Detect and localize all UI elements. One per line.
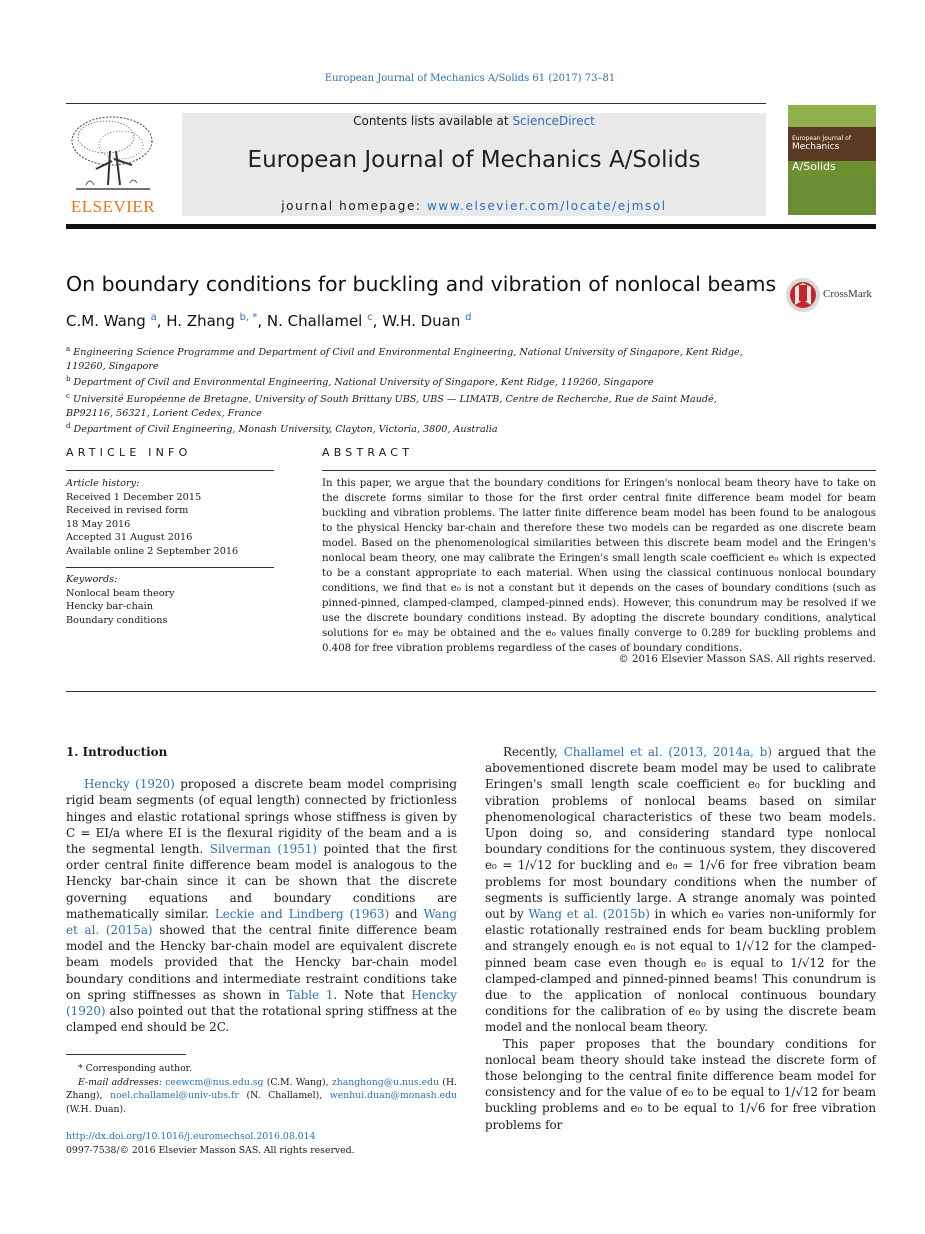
header-thick-rule (66, 224, 876, 229)
affiliation-text: Department of Civil and Environmental Engineering, National University of Singapore, Kent Ridge, 119260, Singapore (73, 377, 654, 389)
affiliation-text: Engineering Science Programme and Department of Civil and Environmental Engineering, National University of Singapore, Kent Ridge, 119260, Singapore (66, 347, 743, 372)
keyword: Hencky bar-chain (66, 601, 153, 612)
author-name[interactable]: W.H. Duan (382, 312, 461, 330)
citation-link[interactable]: Hencky (1920) (66, 987, 457, 1019)
abstract-end-rule (66, 691, 876, 692)
contents-prefix: Contents lists available at (353, 114, 513, 128)
affiliation (66, 420, 766, 437)
paragraph (66, 776, 457, 1035)
history-item: Received 1 December 2015 (66, 491, 202, 503)
text-run: argued that the abovementioned discrete beam model may be used to calibrate Eringen's small length scale coefficient e₀ for buckling and vibration problems of nonlocal beams based on similar phenomenological characteristics of these two beam models. Upon doing so, and considering standard type nonlocal boundary conditions for the continuous system, they discovered e₀ = 1/√12 for buckling and e₀ = 1/√6 for free vibration beam problems for most boundary conditions when the number of segments is sufficiently large. A strange anomaly was pointed out by (485, 745, 877, 922)
cover-line3: A/Solids (792, 160, 836, 173)
citation-link[interactable]: Table 1 (286, 987, 334, 1002)
homepage-line (182, 199, 766, 213)
author-affil-sup[interactable]: b, * (239, 312, 258, 323)
author-name[interactable]: H. Zhang (166, 312, 235, 330)
author-affil-sup[interactable]: d (465, 312, 472, 323)
body-column-left (66, 744, 457, 1035)
text-run: in which e₀ varies non-uniformly for elastic rotationally restrained ends for beam buckling problem and strangely enough e₀ is not equal to 1/√12 for the clamped-pinned beam case even though e₀ is equal to 1/√12 for the clamped-clamped and pinned-pinned beams! This conundrum is due to the application of nonlocal continuous boundary conditions for the calibration of e₀ by using the discrete beam model and the nonlocal beam theory. (485, 907, 877, 1035)
history-item: 18 May 2016 (66, 518, 131, 530)
author-name[interactable]: C.M. Wang (66, 312, 146, 330)
article-title: On boundary conditions for buckling and vibration of nonlocal beams (66, 272, 777, 296)
article-history (66, 477, 276, 558)
text-run: and (389, 906, 424, 921)
abstract-rule (322, 470, 876, 471)
elsevier-logo (66, 111, 160, 217)
article-info-rule (66, 470, 274, 471)
email-owner: (H. Zhang), (66, 1076, 458, 1101)
text-run: showed that the central finite difference beam model and the Hencky bar-chain model are equivalent discrete beam models provided that the Hencky bar-chain model boundary conditions and intermediate restraint conditions take on spring stiffnesses as shown in (66, 923, 457, 1002)
keyword: Nonlocal beam theory (66, 587, 175, 599)
email-owner: (N. Challamel), (238, 1090, 330, 1101)
journal-banner (182, 113, 766, 216)
text-run: . Note that (333, 987, 412, 1002)
cover-line1: European Journal of (792, 135, 851, 142)
email-link[interactable]: wenhui.duan@monash.edu (329, 1090, 458, 1101)
email-label: E-mail addresses: (78, 1076, 166, 1088)
abstract-heading: ABSTRACT (322, 446, 414, 459)
keywords (66, 573, 276, 627)
history-item: Accepted 31 August 2016 (66, 532, 193, 543)
citation-link[interactable]: Leckie and Lindberg (1963) (214, 906, 390, 921)
keywords-label: Keywords: (66, 574, 118, 585)
contents-line (182, 114, 766, 128)
corresponding-note: * Corresponding author. (78, 1063, 193, 1074)
paragraph: This paper proposes that the boundary conditions for nonlocal beam theory should take instead the discrete form of those belonging to the central finite difference beam model for consistency and for the value of e₀ to be equal to 1/√12 for beam buckling problems and e₀ to be equal to 1/√6 for free vibration problems for (485, 1036, 876, 1132)
author-list: C.M. Wang $^a$, H. Zhang $^{b, *}$, N. Challamel $^c$, W.H. Duan $^d$ (66, 312, 472, 330)
crossmark-badge[interactable] (785, 277, 880, 313)
citation-link[interactable]: Silverman (1951) (209, 842, 317, 857)
paragraph (485, 744, 876, 1036)
citation-link[interactable]: Wang et al. (2015b) (528, 907, 650, 922)
cover-line2: Mechanics (792, 142, 840, 152)
abstract-text: In this paper, we argue that the boundary conditions for Eringen's nonlocal beam theory have to take on the discrete forms similar to those for the first order central finite difference beam model for beam buckling and vibration problems. The latter finite difference beam model has been found to be analogous to the physical Hencky bar-chain and therefore these two models can be regarded as one discrete beam model. Based on the phenomenological similarities between this discrete beam model and the Eringen's nonlocal beam theory, one may calibrate the Eringen's small length scale coefficient e₀ which is expected to be a constant appropriate to each material. When using the classical continuous nonlocal boundary conditions, we find that e₀ is not a constant but it depends on the cases of boundary conditions (such as pinned-pinned, clamped-clamped, clamped-pinned ends). However, this conundrum may be resolved if we use the discrete boundary conditions instead. By adopting the discrete boundary conditions, analytical solutions for e₀ may be obtained and the e₀ values finally converge to 0.289 for buckling problems and 0.408 for free vibration problems regardless of the cases of boundary conditions. (322, 478, 876, 654)
author-name[interactable]: N. Challamel (266, 312, 363, 330)
author-affil-sup[interactable]: a (150, 312, 157, 323)
body-column-right (485, 744, 876, 1133)
affiliation (66, 390, 766, 420)
keywords-rule (66, 567, 274, 568)
citation-link[interactable]: Challamel et al. (2013, 2014a, b) (563, 745, 773, 759)
issn-line: 0997-7538/© 2016 Elsevier Masson SAS. All rights reserved. (66, 1145, 355, 1156)
crossmark-label: CrossMark (823, 288, 872, 300)
sciencedirect-link[interactable]: ScienceDirect (512, 114, 595, 128)
history-item: Available online 2 September 2016 (66, 545, 239, 557)
header-rule (66, 103, 766, 104)
text-run: also pointed out that the rotational spring stiffness at the clamped end should be 2C. (66, 1004, 457, 1035)
text-run: Recently, (503, 745, 564, 759)
keyword: Boundary conditions (66, 614, 168, 626)
email-owner: (W.H. Duan). (66, 1103, 127, 1115)
email-list (66, 1076, 457, 1117)
publisher-name: ELSEVIER (70, 197, 156, 216)
homepage-link[interactable]: www.elsevier.com/locate/ejmsol (427, 199, 667, 213)
journal-citation[interactable]: European Journal of Mechanics A/Solids 61 (2017) 73–81 (324, 73, 616, 84)
email-link[interactable]: ceewcm@nus.edu.sg (165, 1076, 264, 1088)
history-item: Received in revised form (66, 505, 189, 516)
article-info-heading: ARTICLE INFO (66, 446, 192, 459)
footnote (66, 1062, 457, 1116)
footnote-rule (66, 1054, 186, 1055)
affiliation-text: Department of Civil Engineering, Monash University, Clayton, Victoria, 3800, Australia (73, 424, 498, 436)
affiliation-text: Université Européenne de Bretagne, University of South Brittany UBS, UBS — LIMATB, Centre de Recherche, Rue de Saint Maudé, BP92116, 56321, Lorient Cedex, France (66, 394, 717, 419)
affiliation-sup: c (66, 391, 70, 400)
journal-cover-image[interactable] (788, 105, 876, 215)
affiliation-sup: b (66, 375, 71, 384)
affiliation-sup: a (66, 345, 71, 353)
text-run: pointed that the first order central finite difference beam model is analogous to the Hencky bar-chain since it can be shown that the discrete governing equations and boundary conditions are mathematically similar. (66, 842, 457, 921)
text-run: proposed a discrete beam model comprising rigid beam segments (of equal length) connected by frictionless hinges and elastic rotational springs whose stiffness is given by C = EI/a where EI is the flexural rigidity of the beam and a is the segmental length. (66, 777, 457, 857)
email-owner: (C.M. Wang), (263, 1076, 332, 1088)
section-heading: 1. Introduction (66, 745, 168, 759)
homepage-prefix: journal homepage: (281, 199, 427, 213)
affiliation-sup: d (66, 422, 71, 431)
abstract-copyright: © 2016 Elsevier Masson SAS. All rights reserved. (618, 654, 876, 665)
email-link[interactable]: zhanghong@u.nus.edu (331, 1076, 440, 1088)
affiliation (66, 373, 766, 390)
doi-link[interactable]: http://dx.doi.org/10.1016/j.euromechsol.2016.08.014 (66, 1131, 316, 1142)
email-link[interactable]: noel.challamel@univ-ubs.fr (110, 1090, 239, 1101)
crossmark-icon (785, 277, 821, 313)
journal-title: European Journal of Mechanics A/Solids (247, 147, 701, 173)
author-affil-sup[interactable]: c (367, 312, 373, 323)
citation-link[interactable]: Hencky (1920) (84, 777, 175, 792)
affiliation (66, 343, 766, 373)
cover-band-top (788, 105, 876, 127)
affiliation-list (66, 343, 766, 437)
citation-link[interactable]: Wang et al. (2015a) (66, 906, 457, 938)
history-label: Article history: (66, 478, 140, 489)
